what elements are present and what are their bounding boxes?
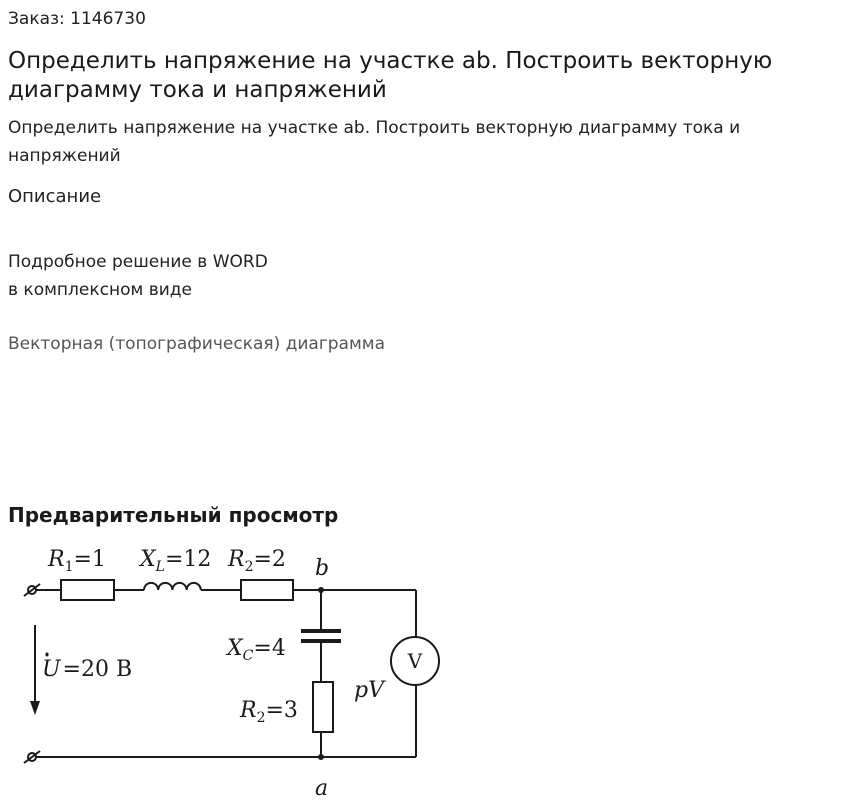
node-a-dot (318, 754, 324, 760)
label-node-b: b (315, 556, 330, 581)
preview-heading: Предварительный просмотр (8, 503, 339, 527)
voltage-arrowhead (30, 701, 40, 715)
resistor-r1 (61, 580, 114, 600)
circuit-diagram (0, 540, 460, 805)
voltmeter-symbol: V (407, 649, 423, 673)
description-line-2: в комплексном виде (8, 280, 192, 300)
resistor-r2 (241, 580, 293, 600)
label-xl: $X_L=12$ (140, 547, 212, 575)
page-title: Определить напряжение на участке ab. Построить векторную диаграмму тока и напряжений (8, 48, 773, 103)
diagram-description: Векторная (топографическая) диаграмма (8, 334, 386, 354)
description-body (8, 248, 268, 304)
page-subtitle: Определить напряжение на участке ab. Построить векторную диаграмму тока и напряжений (8, 118, 741, 166)
resistor-r3 (313, 682, 333, 732)
label-xc: $X_C=4$ (227, 636, 286, 664)
node-b-dot (318, 587, 324, 593)
label-voltmeter: pV (354, 678, 384, 703)
description-line-1: Подробное решение в WORD (8, 252, 268, 272)
inductor-xl (144, 583, 201, 590)
label-node-a: a (315, 776, 329, 801)
description-heading: Описание (8, 186, 102, 207)
label-voltage: U=20 В (42, 657, 133, 682)
label-r1: $R_1=1$ (48, 547, 106, 575)
capacitor-xc (301, 631, 341, 641)
order-number: Заказ: 1146730 (8, 9, 146, 29)
label-r2: $R_2=2$ (228, 547, 286, 575)
label-r3: $R_2=3$ (240, 698, 298, 726)
